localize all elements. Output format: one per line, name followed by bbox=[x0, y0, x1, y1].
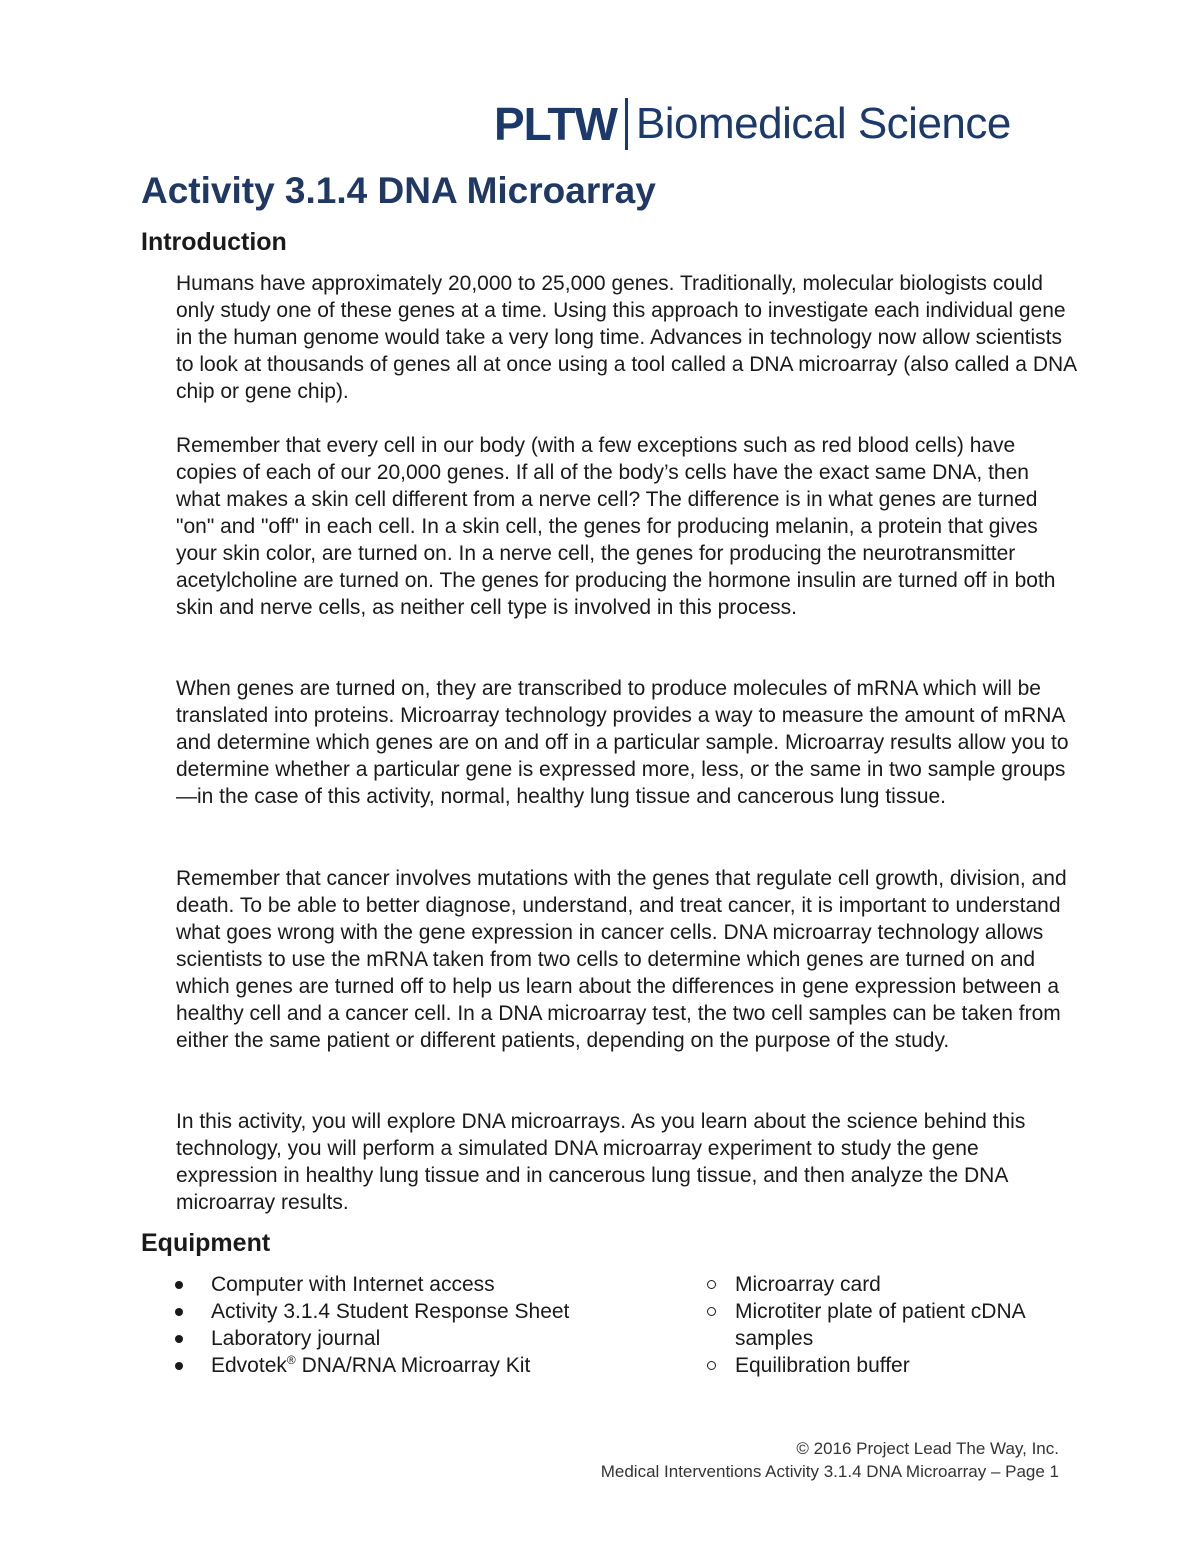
logo-divider bbox=[625, 98, 628, 150]
intro-paragraph-1: Humans have approximately 20,000 to 25,000 genes. Traditionally, molecular biologists could only study one of these genes at a time. Using this approach to investigate each individual gene in the human genome would take a very long time. Advances in technology now allow scientists to look at thousands of genes all at once using a tool called a DNA microarray (also called a DNA chip or gene chip). bbox=[176, 272, 1076, 403]
intro-paragraph-2: Remember that every cell in our body (with a few exceptions such as red blood cells) have copies of each of our 20,000 genes. If all of the body’s cells have the exact same DNA, then what makes a skin cell different from a nerve cell? The difference is in what genes are turned "on" and "off" in each cell. In a skin cell, the genes for producing melanin, a protein that gives your skin color, are turned on. In a nerve cell, the genes for producing the neurotransmitter acetylcholine are turned on. The genes for producing the hormone insulin are turned off in both skin and nerve cells, as neither cell type is involved in this process. bbox=[176, 434, 1056, 619]
introduction-heading: Introduction bbox=[141, 228, 287, 256]
list-item: Activity 3.1.4 Student Response Sheet bbox=[172, 1298, 612, 1325]
kit-rest: DNA/RNA Microarray Kit bbox=[295, 1354, 531, 1377]
footer-copyright: © 2016 Project Lead The Way, Inc. bbox=[796, 1439, 1059, 1458]
page-title: Activity 3.1.4 DNA Microarray bbox=[141, 170, 656, 211]
list-item: Microtiter plate of patient cDNA samples bbox=[704, 1298, 1064, 1352]
intro-paragraph-5: In this activity, you will explore DNA microarrays. As you learn about the science behind this technology, you will perform a simulated DNA microarray experiment to study the gene expression in healthy lung tissue and in cancerous lung tissue, and then analyze the DNA microarray results. bbox=[176, 1110, 1026, 1214]
list-item: Microarray card bbox=[704, 1271, 1064, 1298]
kit-contents-list bbox=[704, 1271, 1064, 1379]
equipment-heading: Equipment bbox=[141, 1229, 271, 1257]
intro-paragraph-3: When genes are turned on, they are transcribed to produce molecules of mRNA which will be translated into proteins. Microarray technology provides a way to measure the amount of mRNA and determine which genes are on and off in a particular sample. Microarray results allow you to determine whether a particular gene is expressed more, less, or the same in two sample groups—in the case of this activity, normal, healthy lung tissue and cancerous lung tissue. bbox=[176, 677, 1069, 808]
logo-mark: PLTW bbox=[494, 98, 617, 150]
pltw-logo bbox=[494, 96, 1011, 152]
footer-page-ref: Medical Interventions Activity 3.1.4 DNA Microarray – Page 1 bbox=[600, 1462, 1059, 1481]
list-item bbox=[172, 1352, 612, 1379]
list-item: Equilibration buffer bbox=[704, 1352, 1064, 1379]
list-item: Laboratory journal bbox=[172, 1325, 612, 1352]
registered-mark: ® bbox=[286, 1353, 296, 1367]
kit-name: Edvotek bbox=[211, 1354, 287, 1377]
list-item: Computer with Internet access bbox=[172, 1271, 612, 1298]
equipment-list bbox=[172, 1271, 612, 1379]
logo-text: Biomedical Science bbox=[635, 99, 1011, 148]
intro-paragraph-4: Remember that cancer involves mutations with the genes that regulate cell growth, division, and death. To be able to better diagnose, understand, and treat cancer, it is important to understand what goes wrong with the gene expression in cancer cells. DNA microarray technology allows scientists to use the mRNA taken from two cells to determine which genes are turned on and which genes are turned off to help us learn about the differences in gene expression between a healthy cell and a cancer cell. In a DNA microarray test, the two cell samples can be taken from either the same patient or different patients, depending on the purpose of the study. bbox=[176, 867, 1067, 1052]
